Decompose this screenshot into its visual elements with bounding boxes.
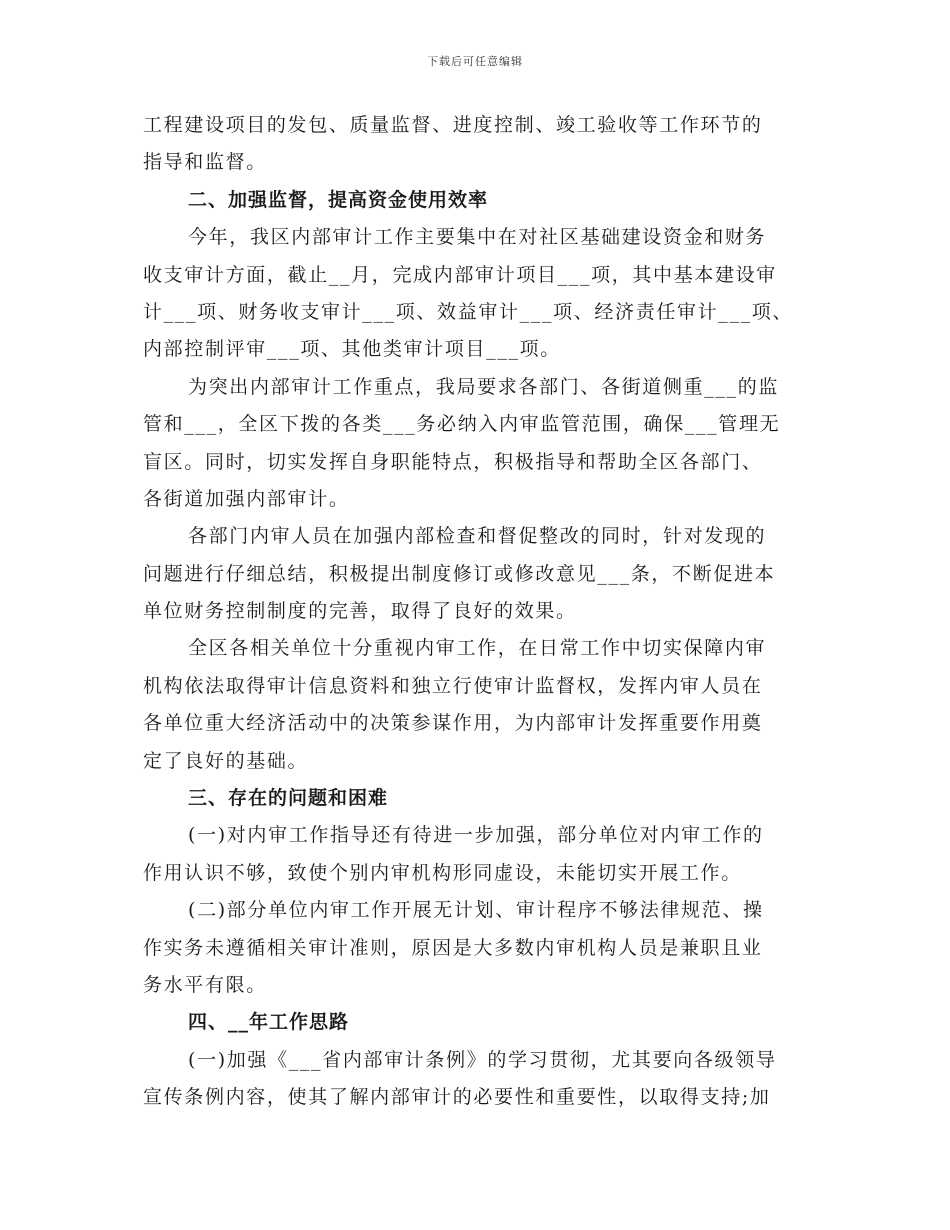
section-heading: 三、存在的问题和困难 [188, 787, 389, 810]
text-line: 各街道加强内部审计。 [143, 487, 350, 510]
text-line: (一)对内审工作指导还有待进一步加强，部分单位对内审工作的 [188, 824, 764, 847]
document-body [143, 107, 803, 1117]
text-line: 各部门内审人员在加强内部检查和督促整改的同时，针对发现的 [188, 525, 767, 548]
text-line: 作实务未遵循相关审计准则，原因是大多数内审机构人员是兼职且业 [143, 936, 763, 959]
page-header: 下载后可任意编辑 [427, 55, 523, 68]
section-heading: 四、__年工作思路 [188, 1011, 350, 1034]
text-line: 今年，我区内部审计工作主要集中在对社区基础建设资金和财务 [188, 226, 767, 249]
text-line: 为突出内部审计工作重点，我局要求各部门、各街道侧重___的监 [188, 375, 780, 398]
text-line: 收支审计方面，截止__月，完成内部审计项目___项，其中基本建设审 [143, 263, 777, 286]
text-line: 指导和监督。 [143, 151, 267, 174]
text-line: 管和___，全区下拨的各类___务必纳入内审监管范围，确保___管理无 [143, 413, 781, 436]
section-heading: 二、加强监督，提高资金使用效率 [188, 188, 489, 211]
text-line: 盲区。同时，切实发挥自身职能特点，积极指导和帮助全区各部门、 [143, 450, 763, 473]
text-line: 机构依法取得审计信息资料和独立行使审计监督权，发挥内审人员在 [143, 674, 763, 697]
text-line: 定了良好的基础。 [143, 749, 309, 772]
text-line: 作用认识不够，致使个别内审机构形同虚设，未能切实开展工作。 [143, 861, 742, 884]
text-line: 工程建设项目的发包、质量监督、进度控制、竣工验收等工作环节的 [143, 114, 763, 136]
text-line: 各单位重大经济活动中的决策参谋作用，为内部审计发挥重要作用奠 [143, 712, 763, 735]
text-line: 计___项、财务收支审计___项、效益审计___项、经济责任审计___项、 [143, 300, 794, 323]
text-line: 宣传条例内容，使其了解内部审计的必要性和重要性，以取得支持;加 [143, 1086, 771, 1109]
text-line: 单位财务控制制度的完善，取得了良好的效果。 [143, 600, 577, 623]
text-line: (二)部分单位内审工作开展无计划、审计程序不够法律规范、操 [188, 899, 764, 922]
text-line: 问题进行仔细总结，积极提出制度修订或修改意见___条，不断促进本 [143, 562, 776, 585]
text-line: 务水平有限。 [143, 973, 267, 996]
text-line: 内部控制评审___项、其他类审计项目___项。 [143, 338, 561, 361]
text-line: 全区各相关单位十分重视内审工作，在日常工作中切实保障内审 [188, 637, 767, 660]
text-line: (一)加强《___省内部审计条例》的学习贯彻，尤其要向各级领导 [188, 1048, 777, 1071]
